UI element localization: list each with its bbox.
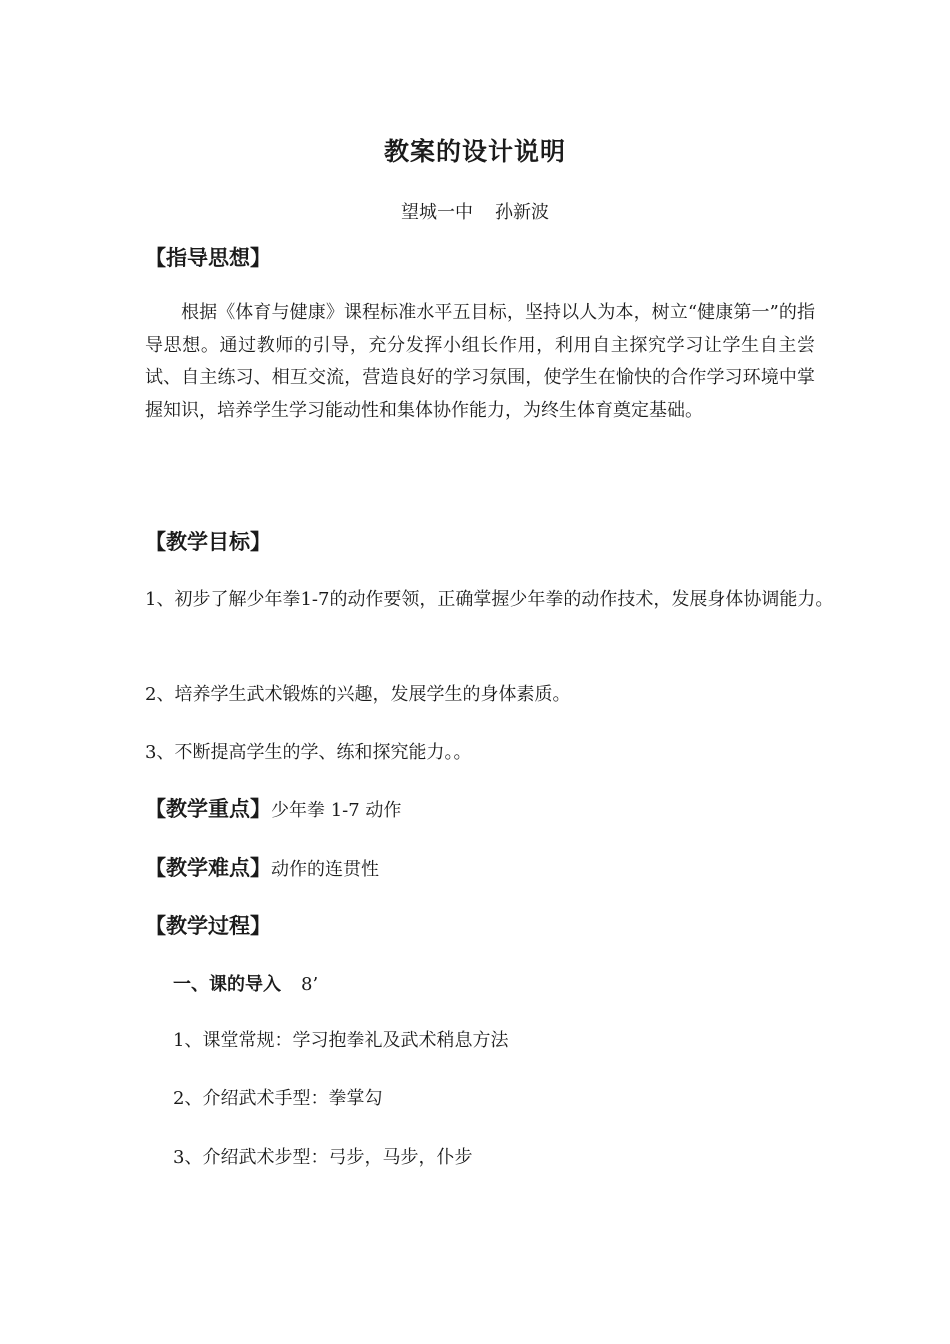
section-1-title-text: 一、课的导入 [173, 974, 281, 995]
author-name: 孙新波 [495, 202, 549, 223]
guiding-idea-paragraph: 根据《体育与健康》课程标准水平五目标，坚持以人为本，树立“健康第一”的指导思想。通过教师的引导，充分发挥小组长作用，利用自主探究学习让学生自主尝试、自主练习、相互交流，营造良好的学习氛围，使学生在愉快的合作学习环境中掌握知识，培养学生学习能动性和集体协作能力，为终生体育奠定基础。 [145, 302, 815, 421]
goal-item-3: 3、不断提高学生的学、练和探究能力。。 [145, 742, 472, 763]
process-item-2: 2、介绍武术手型：拳掌勾 [173, 1088, 383, 1109]
goals-heading: 【教学目标】 [145, 530, 271, 554]
difficulty-heading: 【教学难点】 [145, 856, 271, 880]
process-section-1-title [173, 970, 318, 996]
author-line [0, 198, 950, 224]
goal-item-2: 2、培养学生武术锻炼的兴趣，发展学生的身体素质。 [145, 684, 571, 705]
document-title: 教案的设计说明 [383, 137, 566, 166]
difficulty-line [145, 852, 379, 882]
guiding-idea-heading: 【指导思想】 [145, 246, 271, 270]
process-item-3: 3、介绍武术步型：弓步，马步，仆步 [173, 1147, 473, 1168]
goal-item-1: 1、初步了解少年拳1-7的动作要领，正确掌握少年拳的动作技术，发展身体协调能力。 [145, 589, 834, 610]
section-1-duration: 8’ [301, 974, 319, 995]
process-heading: 【教学过程】 [145, 914, 271, 938]
author-school: 望城一中 [401, 202, 473, 223]
key-point-heading: 【教学重点】 [145, 797, 271, 821]
key-point-line [145, 793, 401, 823]
process-item-1: 1、课堂常规：学习抱拳礼及武术稍息方法 [173, 1030, 509, 1051]
difficulty-text: 动作的连贯性 [271, 859, 379, 880]
key-point-text: 少年拳 1-7 动作 [271, 800, 402, 821]
